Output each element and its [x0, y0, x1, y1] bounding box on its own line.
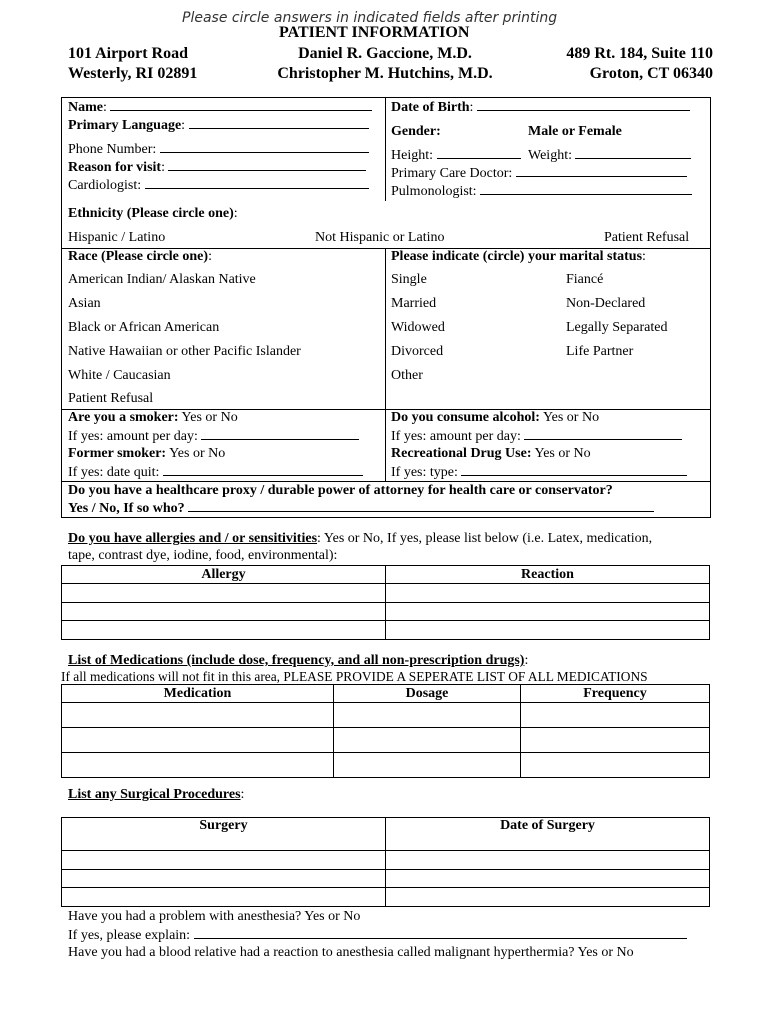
- dob-field[interactable]: Date of Birth:: [391, 99, 690, 116]
- marital-option[interactable]: Married: [391, 296, 437, 311]
- pcp-field[interactable]: Primary Care Doctor:: [391, 165, 687, 182]
- race-option[interactable]: Asian: [68, 296, 101, 311]
- ethnicity-label: Ethnicity (Please circle one):: [68, 206, 238, 221]
- page-title: PATIENT INFORMATION: [279, 24, 470, 41]
- name-field[interactable]: Name:: [68, 99, 372, 116]
- marital-option[interactable]: Other: [391, 368, 423, 383]
- alcohol-question[interactable]: Do you consume alcohol: Yes or No: [391, 410, 600, 425]
- allergy-table: [61, 565, 710, 640]
- doctor-names: Daniel R. Gaccione, M.D. Christopher M. Hutchins, M.D.: [277, 45, 493, 82]
- pulmonologist-field[interactable]: Pulmonologist:: [391, 183, 692, 200]
- right-address: 489 Rt. 184, Suite 110 Groton, CT 06340: [566, 45, 713, 82]
- left-address: 101 Airport Road Westerly, RI 02891: [68, 45, 198, 82]
- medication-table: [61, 684, 710, 778]
- table-row[interactable]: [62, 703, 710, 728]
- table-row[interactable]: [62, 621, 710, 640]
- ethnicity-hispanic[interactable]: Hispanic / Latino: [68, 230, 166, 245]
- table-row[interactable]: [62, 584, 710, 603]
- race-option[interactable]: Black or African American: [68, 320, 220, 335]
- table-row[interactable]: [62, 888, 710, 907]
- height-field[interactable]: Height:: [391, 147, 521, 164]
- race-option[interactable]: Patient Refusal: [68, 391, 154, 406]
- weight-field[interactable]: Weight:: [528, 147, 691, 164]
- race-option[interactable]: White / Caucasian: [68, 368, 171, 383]
- proxy-answer-field[interactable]: Yes / No, If so who?: [68, 500, 654, 517]
- print-note: Please circle answers in indicated fields after printing: [182, 10, 558, 26]
- medication-col: Medication: [62, 685, 334, 703]
- marital-option[interactable]: Single: [391, 272, 427, 287]
- marital-option[interactable]: Non-Declared: [566, 296, 646, 311]
- primary-language-field[interactable]: Primary Language:: [68, 117, 369, 134]
- medications-title: List of Medications (include dose, frequency, and all non-prescription drugs):: [68, 653, 529, 668]
- allergy-col: Allergy: [62, 566, 386, 584]
- phone-field[interactable]: Phone Number:: [68, 141, 369, 158]
- date-quit-field[interactable]: If yes: date quit:: [68, 464, 363, 481]
- marital-option[interactable]: Divorced: [391, 344, 444, 359]
- race-option[interactable]: American Indian/ Alaskan Native: [68, 272, 256, 287]
- marital-option[interactable]: Fiancé: [566, 272, 604, 287]
- frequency-col: Frequency: [521, 685, 710, 703]
- ethnicity-refusal[interactable]: Patient Refusal: [604, 230, 690, 245]
- marital-option[interactable]: Life Partner: [566, 344, 634, 359]
- gender-options[interactable]: Male or Female: [528, 124, 622, 139]
- race-option[interactable]: Native Hawaiian or other Pacific Islander: [68, 344, 301, 359]
- ethnicity-not-hispanic[interactable]: Not Hispanic or Latino: [315, 230, 445, 245]
- table-row[interactable]: [62, 753, 710, 778]
- allergies-question-cont: tape, contrast dye, iodine, food, environmental):: [68, 548, 338, 563]
- medications-note: If all medications will not fit in this area, PLEASE PROVIDE A SEPERATE LIST OF ALL MEDICATIONS: [61, 669, 648, 684]
- table-row[interactable]: [62, 728, 710, 753]
- date-of-surgery-col: Date of Surgery: [386, 818, 710, 851]
- table-row[interactable]: [62, 851, 710, 870]
- surgery-col: Surgery: [62, 818, 386, 851]
- drug-type-field[interactable]: If yes: type:: [391, 464, 687, 481]
- alcohol-amount-field[interactable]: If yes: amount per day:: [391, 428, 682, 445]
- smoker-amount-field[interactable]: If yes: amount per day:: [68, 428, 359, 445]
- anesthesia-explain-field[interactable]: If yes, please explain:: [68, 927, 687, 944]
- reason-field[interactable]: Reason for visit:: [68, 159, 366, 176]
- reaction-col: Reaction: [386, 566, 710, 584]
- allergies-question: Do you have allergies and / or sensitivities: Yes or No, If yes, please list below (i.e. Latex, medication,: [68, 531, 653, 546]
- hyperthermia-question[interactable]: Have you had a blood relative had a reaction to anesthesia called malignant hyperthermia? Yes or No: [68, 945, 634, 960]
- table-row[interactable]: [62, 602, 710, 621]
- drug-question[interactable]: Recreational Drug Use: Yes or No: [391, 446, 591, 461]
- former-smoker-question[interactable]: Former smoker: Yes or No: [68, 446, 226, 461]
- marital-option[interactable]: Widowed: [391, 320, 445, 335]
- table-row[interactable]: [62, 869, 710, 888]
- smoker-question[interactable]: Are you a smoker: Yes or No: [68, 410, 238, 425]
- cardiologist-field[interactable]: Cardiologist:: [68, 177, 369, 194]
- gender-label: Gender:: [391, 124, 441, 139]
- surgery-table: [61, 817, 710, 907]
- surgery-title: List any Surgical Procedures:: [68, 787, 245, 802]
- anesthesia-question[interactable]: Have you had a problem with anesthesia? Yes or No: [68, 909, 361, 924]
- dosage-col: Dosage: [334, 685, 521, 703]
- marital-option[interactable]: Legally Separated: [566, 320, 668, 335]
- marital-label: Please indicate (circle) your marital status:: [391, 249, 646, 264]
- proxy-question: Do you have a healthcare proxy / durable power of attorney for health care or conservator?: [68, 483, 613, 498]
- race-label: Race (Please circle one):: [68, 249, 212, 264]
